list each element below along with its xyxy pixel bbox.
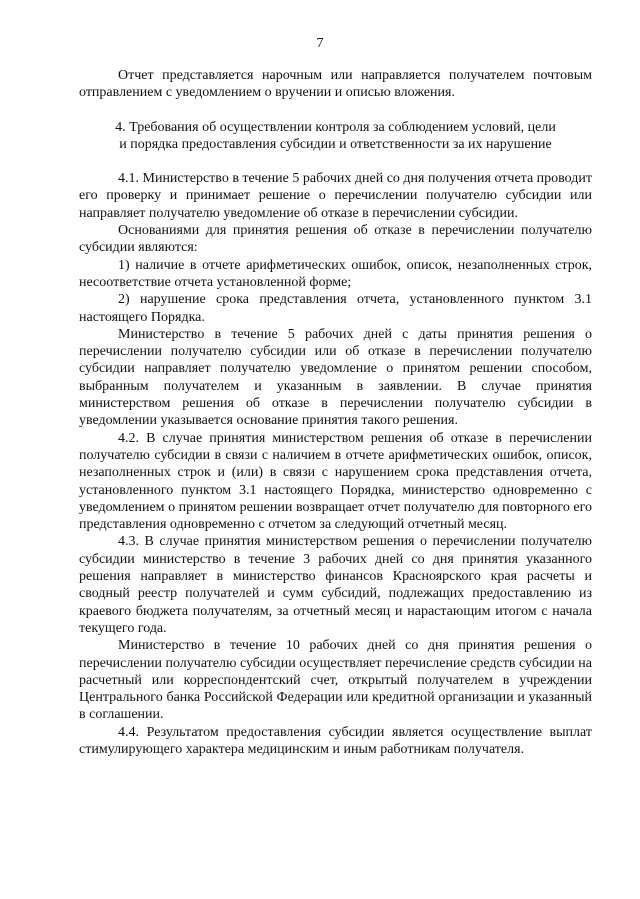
paragraph-4-1: 4.1. Министерство в течение 5 рабочих дней со дня получения отчета проводит его проверку и принимает решение о перечислении получателю субсидии или направляет получателю уведомление об отказе в перечислении субсидии. — [79, 171, 592, 221]
paragraph-notification: Министерство в течение 5 рабочих дней с даты принятия решения о перечислении получателю субсидии или об отказе в перечислении получателю субсидии направляет получателю уведомление о принятом решении способом, выбранным получателем и указанным в заявлении. В случае принятия министерством решения об отказе в перечислении получателю субсидии в уведомлении указывается основание принятия такого решения. — [79, 326, 592, 429]
section-heading-line-1: 4. Требования об осуществлении контроля за соблюдением условий, цели — [115, 119, 556, 135]
paragraph-grounds: Основаниями для принятия решения об отказе в перечислении получателю субсидии являются: — [79, 223, 592, 256]
paragraph-4-3: 4.3. В случае принятия министерством решения о перечислении получателю субсидии министерство в течение 3 рабочих дней со дня принятия указанного решения направляет в министерство финансов Красноярского края расчеты и сводный реестр получателей и сумм субсидий, подлежащих предоставлению из краевого бюджета получателям, за отчетный месяц и нарастающим итогом с начала текущего года. — [79, 534, 592, 636]
document-body — [79, 67, 592, 758]
section-heading — [79, 119, 592, 154]
paragraph-ground-1: 1) наличие в отчете арифметических ошибок, описок, незаполненных строк, несоответствие отчета установленной форме; — [79, 257, 592, 290]
page-number: 7 — [316, 36, 324, 51]
paragraph-transfer: Министерство в течение 10 рабочих дней со дня принятия решения о перечислении получателю субсидии осуществляет перечисление средств субсидии на расчетный или корреспондентский счет, открытый получателем в учреждении Центрального банка Российской Федерации или кредитной организации и указанный в соглашении. — [79, 638, 592, 723]
paragraph-4-4: 4.4. Результатом предоставления субсидии является осуществление выплат стимулирующего характера медицинским и иным работникам получателя. — [79, 724, 592, 757]
paragraph-ground-2: 2) нарушение срока представления отчета, установленного пунктом 3.1 настоящего Порядка. — [79, 292, 592, 325]
paragraph-4-2: 4.2. В случае принятия министерством решения об отказе в перечислении получателю субсидии в связи с наличием в отчете арифметических ошибок, описок, незаполненных строк и (или) в связи с нарушением срока представления отчета, установленного пунктом 3.1 настоящего Порядка, министерство одновременно с уведомлением о принятом решении возвращает отчет получателю для повторного его представления одновременно с отчетом за следующий отчетный месяц. — [79, 430, 592, 533]
section-heading-line-2: и порядка предоставления субсидии и ответственности за их нарушение — [119, 136, 552, 152]
intro-paragraph: Отчет представляется нарочным или направляется получателем почтовым отправлением с уведомлением о вручении и описью вложения. — [79, 68, 592, 101]
